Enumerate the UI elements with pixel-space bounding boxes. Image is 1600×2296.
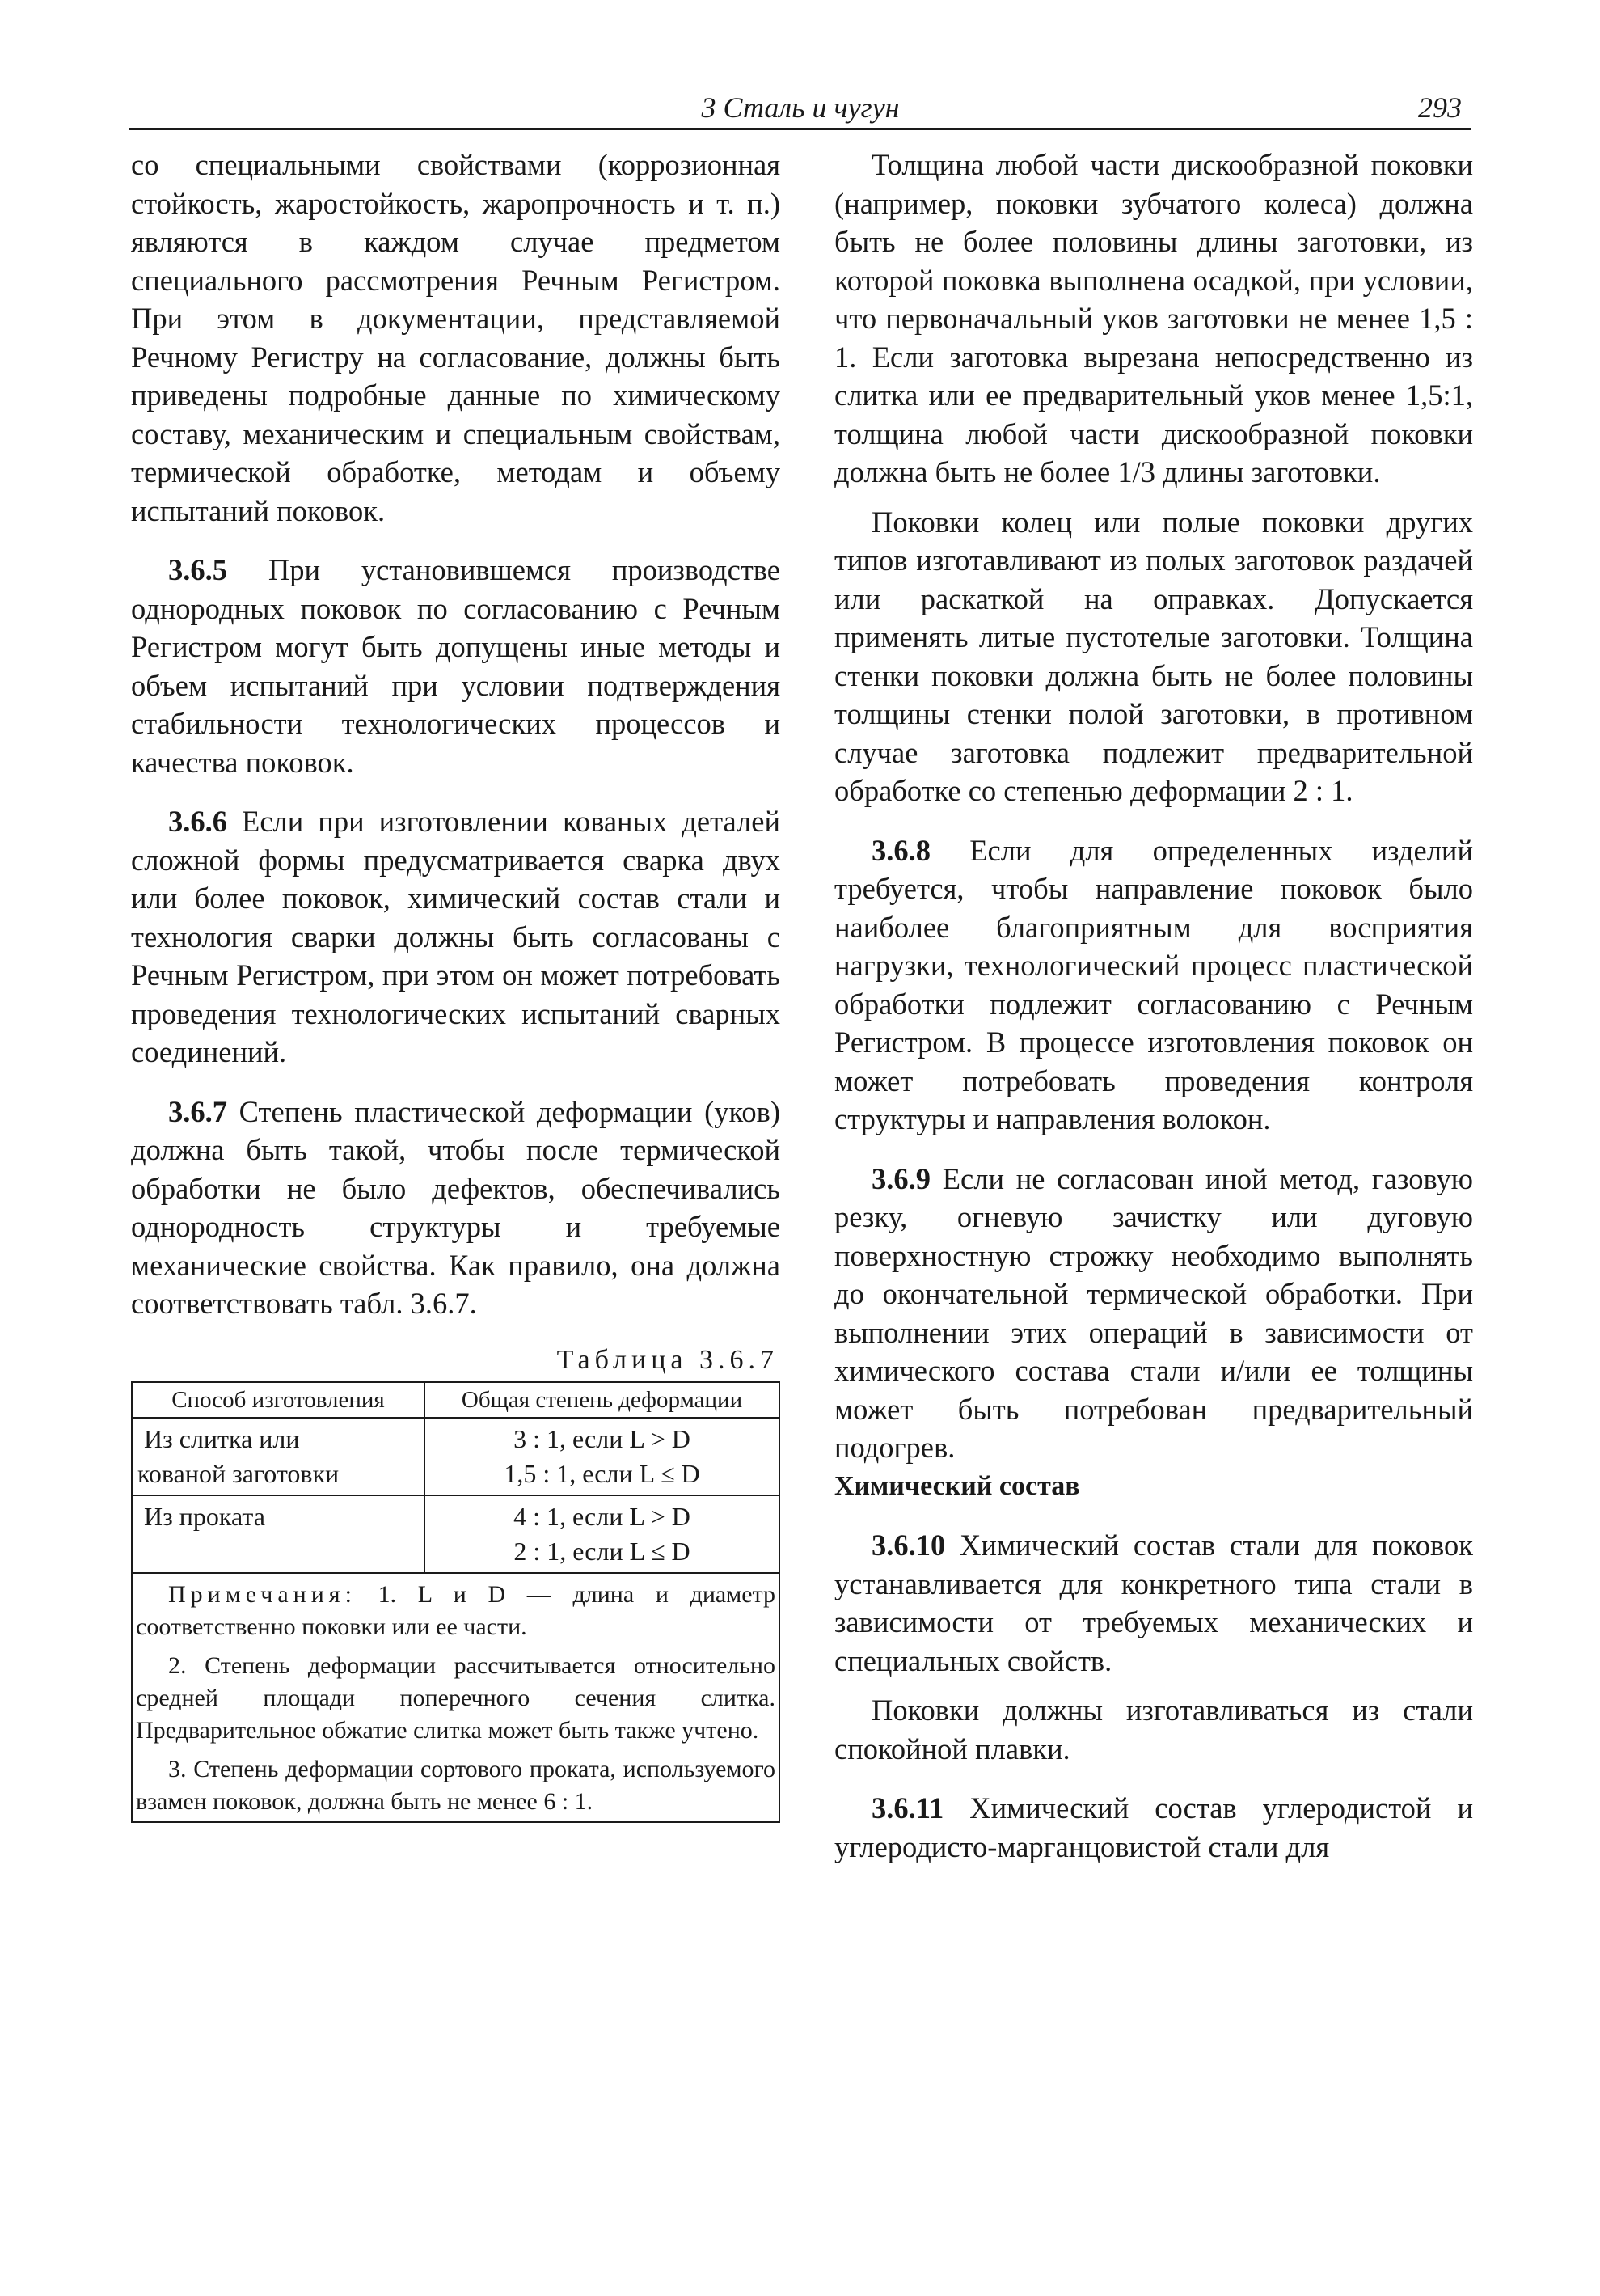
clause-3-6-8: [834, 831, 1473, 1139]
table-cell-method: [132, 1418, 424, 1495]
clause-number: 3.6.7: [168, 1094, 227, 1128]
clause-number: 3.6.9: [872, 1161, 931, 1195]
left-column: [131, 146, 780, 1823]
clause-number: 3.6.5: [168, 553, 227, 586]
clause-text: Если не согласован иной метод, газовую резку, огневую зачистку или дуговую поверхностную строжку необходимо выполнять до окончательной термической обработки. При выполнении этих операций в зависимости от химического состава стали и/или ее толщины может быть потребован предварительный подогрев.: [834, 1161, 1473, 1464]
paragraph: Толщина любой части дискообразной поковки (например, поковки зубчатого колеса) должна быть не более половины длины заготовки, из которой поковка выполнена осадкой, при условии, что первоначальный уков заготовки не менее 1,5 : 1. Если заготовка вырезана непосредственно из слитка или ее предварительный уков менее 1,5:1, толщина любой части дискообразной поковки должна быть не более 1/3 длины заготовки.: [834, 148, 1473, 488]
cell-line: 2 : 1, если L ≤ D: [513, 1536, 690, 1566]
clause-3-6-10: [834, 1526, 1473, 1680]
paragraph: Поковки колец или полые поковки других типов изготавливают из полых заготовок раздачей или раскаткой на оправках. Допускается применять литые пустотелые заготовки. Толщина стенки поковки должна быть не более половины толщины стенки полой заготовки, в противном случае заготовка подлежит предварительной обработке со степенью деформации 2 : 1.: [834, 505, 1473, 807]
section-heading: Химический состав: [834, 1470, 1080, 1501]
deformation-table: [131, 1381, 780, 1823]
page-header: [129, 91, 1471, 130]
right-column: [834, 146, 1473, 1866]
clause-text: Химический состав углеродистой и углеродисто-марганцовистой стали для: [834, 1791, 1473, 1863]
clause-3-6-6: [131, 802, 780, 1072]
clause-text: Химический состав стали для поковок устанавливается для конкретного типа стали в зависимости от требуемых механических и специальных свойств.: [834, 1529, 1473, 1677]
clause-number: 3.6.11: [872, 1791, 944, 1825]
table-cell-degree: [424, 1418, 779, 1495]
clause-number: 3.6.10: [872, 1529, 946, 1562]
clause-text: При установившемся производстве однородных поковок по согласованию с Речным Регистром могут быть допущены иные методы и объем испытаний при условии подтверждения стабильности технологических процессов и качества поковок.: [131, 553, 780, 779]
running-title: 3 Сталь и чугун: [701, 91, 900, 124]
table-notes: [132, 1573, 779, 1822]
clause-3-6-7: [131, 1093, 780, 1323]
note-2: 2. Степень деформации рассчитывается относительно средней площади поперечного сечения слитка. Предварительное обжатие слитка может быть также учтено.: [136, 1651, 775, 1744]
page-number: 293: [1418, 91, 1462, 124]
paragraph: Поковки должны изготавливаться из стали спокойной плавки.: [834, 1693, 1473, 1765]
note-3: 3. Степень деформации сортового проката, используемого взамен поковок, должна быть не менее 6 : 1.: [136, 1755, 775, 1815]
cell-line: 3 : 1, если L > D: [513, 1423, 690, 1453]
cell-line: 1,5 : 1, если L ≤ D: [504, 1458, 700, 1488]
table-notes-row: [132, 1573, 779, 1822]
notes-label: Примечания:: [168, 1580, 357, 1608]
cell-line: Из слитка или: [144, 1423, 300, 1453]
clause-3-6-5: [131, 551, 780, 781]
table-cell-degree: [424, 1495, 779, 1573]
note-text: 1. L и D — длина и диаметр соответственно поковки или ее части.: [136, 1580, 775, 1640]
table-header-row: [132, 1382, 779, 1418]
clause-number: 3.6.8: [872, 833, 931, 867]
table-header-degree: Общая степень деформации: [424, 1382, 779, 1418]
clause-text: Степень пластической деформации (уков) должна быть такой, чтобы после термической обработки не было дефектов, обеспечивались однородность структуры и требуемые механические свойства. Как правило, она должна соответствовать табл. 3.6.7.: [131, 1094, 780, 1320]
table-header-method: Способ изготовления: [132, 1382, 424, 1418]
paragraph-continued: со специальными свойствами (коррозионная стойкость, жаростойкость, жаропрочность и т. п.) являются в каждом случае предметом специального рассмотрения Речным Регистром. При этом в документации, представляемой Речному Регистру на согласование, должны быть приведены подробные данные по химическому составу, механическим и специальным свойствам, термической обработке, методам и объему испытаний поковок.: [131, 148, 780, 527]
clause-number: 3.6.6: [168, 805, 227, 838]
table-cell-method: [132, 1495, 424, 1573]
cell-line: 4 : 1, если L > D: [513, 1501, 690, 1531]
clause-3-6-9: [834, 1160, 1473, 1467]
table-caption: Таблица 3.6.7: [556, 1344, 779, 1375]
table-row: [132, 1495, 779, 1573]
clause-text: Если при изготовлении кованых деталей сложной формы предусматривается сварка двух или более поковок, химический состав стали и технология сварки должны быть согласованы с Речным Регистром, при этом он может потребовать проведения технологических испытаний сварных соединений.: [131, 805, 780, 1068]
clause-3-6-11: [834, 1789, 1473, 1866]
table-row: [132, 1418, 779, 1495]
note-1: [136, 1579, 775, 1643]
cell-line: Из проката: [144, 1501, 265, 1531]
clause-text: Если для определенных изделий требуется, чтобы направление поковок было наиболее благоприятным для восприятия нагрузки, технологический процесс пластической обработки подлежит согласованию с Речным Регистром. В процессе изготовления поковок он может потребовать проведения контроля структуры и направления волокон.: [834, 833, 1473, 1135]
cell-line: кованой заготовки: [137, 1458, 340, 1488]
